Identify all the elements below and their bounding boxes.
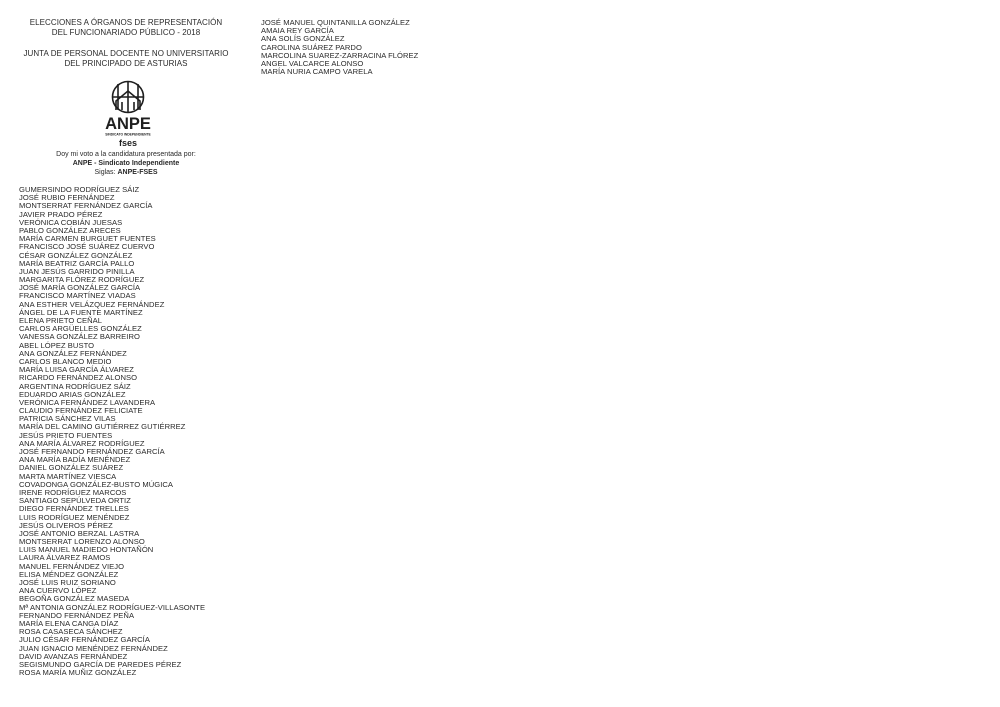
candidate-name: MARCOLINA SUAREZ-ZARRACINA FLÓREZ	[261, 50, 419, 60]
vote-line-1: Doy mi voto a la candidatura presentada por:	[56, 151, 196, 158]
candidate-name: MARÍA LUISA GARCÍA ÁLVAREZ	[19, 365, 134, 375]
candidate-name: JOSÉ MANUEL QUINTANILLA GONZÁLEZ	[261, 18, 410, 27]
ballot-header	[12, 18, 240, 68]
candidate-name: CAROLINA SUÁREZ PARDO	[261, 42, 362, 52]
candidate-name: BEGOÑA GONZÁLEZ MASEDA	[19, 594, 130, 604]
candidate-name: MARÍA CARMEN BURGUET FUENTES	[19, 234, 156, 244]
candidate-list	[19, 186, 205, 677]
candidate-name: ABEL LÓPEZ BUSTO	[19, 340, 95, 350]
candidate-name: JOSÉ FERNANDO FERNÁNDEZ GARCÍA	[19, 447, 165, 456]
candidate-name: DIEGO FERNÁNDEZ TRELLES	[19, 504, 129, 514]
candidate-name: VERÓNICA FERNÁNDEZ LAVANDERA	[19, 397, 156, 407]
vote-line-2: ANPE - Sindicato Independiente	[72, 159, 180, 167]
candidate-name: CARLOS BLANCO MEDIO	[19, 356, 112, 366]
candidate-name: MARÍA ELENA CANGA DÍAZ	[19, 618, 119, 628]
candidate-name: MONTSERRAT FERNÁNDEZ GARCÍA	[19, 201, 153, 211]
candidate-name: COVADONGA GONZÁLEZ-BUSTO MÚGICA	[19, 479, 174, 489]
candidate-name: MARÍA DEL CAMINO GUTIÉRREZ GUTIÉRREZ	[19, 422, 186, 432]
candidate-name: ELENA PRIETO CEÑAL	[19, 316, 103, 325]
candidate-name: MARÍA NURIA CAMPO VARELA	[261, 67, 373, 77]
acronym-value: ANPE-FSES	[117, 168, 158, 176]
logo-sub: fses	[118, 138, 138, 148]
acronym-label: Siglas:	[94, 168, 116, 176]
candidate-name: ANA GONZÁLEZ FERNÁNDEZ	[19, 348, 127, 358]
candidate-name: LUIS RODRÍGUEZ MENÉNDEZ	[19, 512, 130, 522]
candidate-name: SANTIAGO SEPÚLVEDA ORTIZ	[19, 496, 131, 506]
candidate-name: PABLO GONZÁLEZ ARECES	[19, 225, 121, 235]
header-line-1: ELECCIONES A ÓRGANOS DE REPRESENTACIÓN	[29, 18, 223, 27]
candidate-name: Mª ANTONIA GONZÁLEZ RODRÍGUEZ-VILLASONTE	[19, 602, 206, 612]
candidate-name: JUAN IGNACIO MENÉNDEZ FERNÁNDEZ	[19, 643, 168, 653]
anpe-logo-icon	[96, 80, 160, 150]
candidate-name: ELISA MÉNDEZ GONZÁLEZ	[19, 569, 119, 579]
candidate-name: JUAN JESÚS GARRIDO PINILLA	[19, 266, 135, 276]
candidate-name: JOSÉ MARÍA GONZÁLEZ GARCÍA	[19, 283, 141, 293]
candidate-name: JOSÉ LUIS RUIZ SORIANO	[19, 578, 116, 587]
candidate-name: CARLOS ARGÜELLES GONZÁLEZ	[19, 324, 142, 334]
candidate-name: ROSA CASASECA SÁNCHEZ	[19, 627, 123, 637]
candidate-name: ANA ESTHER VELÁZQUEZ FERNÁNDEZ	[19, 299, 165, 309]
candidate-name: MARGARITA FLÓREZ RODRÍGUEZ	[19, 275, 145, 285]
candidate-name: PATRICIA SÁNCHEZ VILAS	[19, 414, 116, 424]
candidate-name: DAVID AVANZAS FERNÁNDEZ	[19, 651, 128, 661]
candidate-name: RICARDO FERNÁNDEZ ALONSO	[19, 373, 138, 383]
candidate-name: LAURA ÁLVAREZ RAMOS	[19, 553, 111, 563]
vote-statement	[12, 151, 240, 177]
candidate-name: CÉSAR GONZÁLEZ GONZÁLEZ	[19, 250, 133, 260]
candidate-name: MARÍA BEATRIZ GARCÍA PALLO	[19, 258, 135, 268]
candidate-name: ANA MARÍA ÁLVAREZ RODRÍGUEZ	[19, 438, 145, 448]
candidate-name: ÁNGEL DE LA FUENTE MARTÍNEZ	[19, 307, 143, 317]
anpe-logo	[96, 80, 160, 150]
candidate-name: IRENE RODRÍGUEZ MARCOS	[19, 487, 127, 497]
candidate-name: ARGENTINA RODRÍGUEZ SÁIZ	[19, 381, 131, 391]
candidate-name: AMAIA REY GARCÍA	[261, 26, 334, 36]
candidate-name: GUMERSINDO RODRÍGUEZ SÁIZ	[19, 185, 140, 194]
candidate-name: JAVIER PRADO PÉREZ	[19, 209, 103, 219]
candidate-name: LUIS MANUEL MADIEDO HONTAÑÓN	[19, 545, 154, 555]
candidate-name: JOSÉ ANTONIO BERZAL LASTRA	[19, 528, 140, 538]
header-line-4: DEL PRINCIPADO DE ASTURIAS	[64, 58, 188, 68]
candidate-name: JESÚS PRIETO FUENTES	[19, 430, 113, 440]
candidate-name: FRANCISCO MARTÍNEZ VIADAS	[19, 291, 136, 301]
vote-line-3	[12, 169, 240, 178]
candidate-list-continued	[261, 19, 418, 76]
header-line-3: JUNTA DE PERSONAL DOCENTE NO UNIVERSITARIO	[23, 49, 229, 59]
candidate-name: SEGISMUNDO GARCÍA DE PAREDES PÉREZ	[19, 659, 182, 669]
candidate-name: FERNANDO FERNÁNDEZ PEÑA	[19, 610, 135, 620]
candidate-name: EDUARDO ARIAS GONZÁLEZ	[19, 389, 126, 399]
candidate-name: JULIO CÉSAR FERNÁNDEZ GARCÍA	[19, 635, 150, 645]
candidate-name: DANIEL GONZÁLEZ SUÁREZ	[19, 463, 124, 473]
candidate-name: ANA CUERVO LÓPEZ	[19, 586, 97, 596]
candidate-name: MARTA MARTÍNEZ VIESCA	[19, 471, 117, 481]
candidate-name: ROSA MARÍA MUÑIZ GONZÁLEZ	[19, 668, 137, 678]
header-line-2: DEL FUNCIONARIADO PÚBLICO - 2018	[51, 27, 201, 37]
candidate-name: VANESSA GONZÁLEZ BARREIRO	[19, 332, 140, 342]
candidate-name: FRANCISCO JOSÉ SUÁREZ CUERVO	[19, 242, 155, 252]
candidate-name: MONTSERRAT LORENZO ALONSO	[19, 537, 145, 547]
logo-wordmark: ANPE	[105, 115, 151, 133]
candidate-name: CLAUDIO FERNÁNDEZ FELICIATE	[19, 406, 143, 416]
candidate-name: ANA SOLÍS GONZÁLEZ	[261, 34, 345, 44]
logo-subtext: SINDICATO INDEPENDIENTE	[105, 132, 151, 137]
candidate-name: JESÚS OLIVEROS PÉREZ	[19, 520, 113, 530]
candidate-name: VERÓNICA COBIÁN JUESAS	[19, 217, 123, 227]
candidate-name: ANA MARÍA BADÍA MENÉNDEZ	[19, 455, 131, 465]
candidate-name: JOSÉ RUBIO FERNÁNDEZ	[19, 193, 115, 203]
candidate-name: MANUEL FERNÁNDEZ VIEJO	[19, 561, 125, 571]
candidate-name: ANGEL VALCARCE ALONSO	[261, 58, 364, 68]
header-gap	[12, 37, 240, 49]
